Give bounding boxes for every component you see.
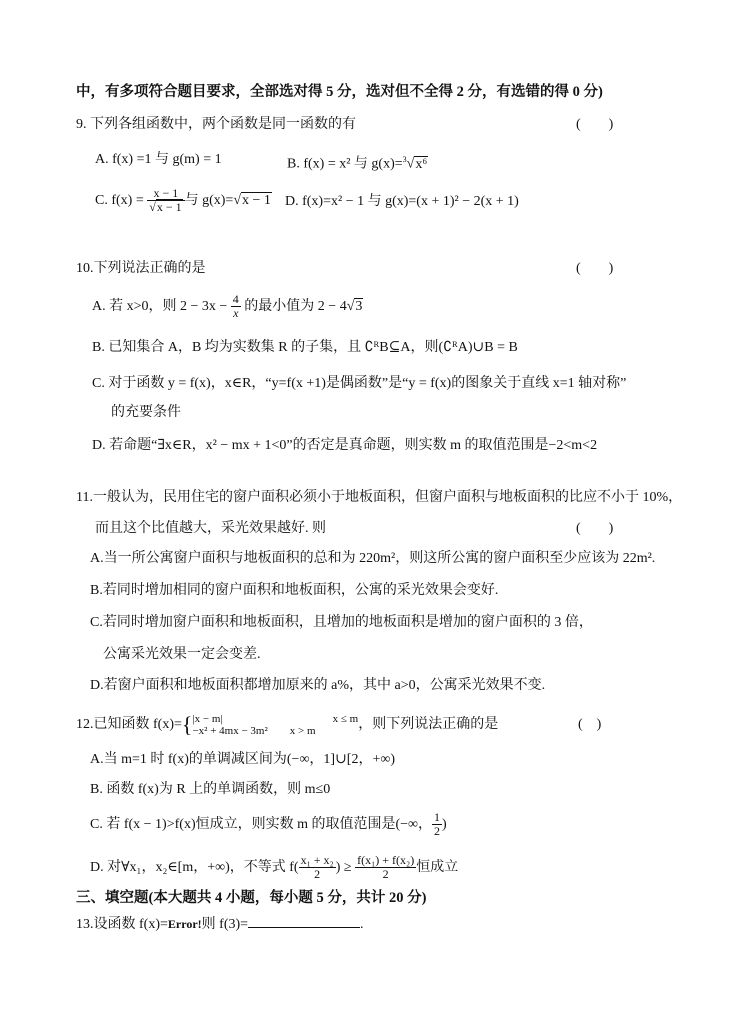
q9-c-text: C. f(x) =	[95, 193, 144, 208]
q10-option-b: B. 已知集合 A，B 均为实数集 R 的子集，且 ∁ᴿB⊆A，则(∁ᴿA)∪B = B	[92, 340, 518, 355]
q12-stem-text: 12.已知函数 f(x)=	[76, 717, 182, 733]
q12-d-numerator-1: x₁ + x₂	[300, 853, 334, 868]
q12-d-text: D. 对∀x₁，x₂∈[m，+∞)，不等式 f(	[90, 860, 299, 875]
q11-option-a: A.当一所公寓窗户面积与地板面积的总和为 220m²，则这所公寓的窗户面积至少应该为 22m².	[90, 551, 656, 566]
q13-stem	[76, 913, 364, 934]
q9-option-a: A. f(x) =1 与 g(m) = 1	[95, 152, 222, 167]
q9-c-fraction: $\frac{x - 1}{√x - 1}$	[147, 187, 184, 214]
q9-c-denominator: x − 1	[156, 200, 182, 215]
q10-option-c-line2: 的充要条件	[111, 405, 181, 420]
q11-answer-paren: ( )	[576, 521, 614, 536]
q13-post: 则 f(3)=	[201, 917, 249, 932]
q12-stem	[76, 710, 498, 740]
q12-piece1-cond: x ≤ m	[332, 713, 359, 725]
q11-option-c-line2: 公寓采光效果一定会变差.	[103, 647, 261, 662]
q12-piece2-cond: x > m	[289, 725, 316, 737]
q9-option-d: D. f(x)=x² − 1 与 g(x)=(x + 1)² − 2(x + 1)	[285, 194, 519, 209]
q9-c-radicand: x − 1	[242, 193, 271, 208]
q12-option-b: B. 函数 f(x)为 R 上的单调函数，则 m≤0	[90, 782, 331, 797]
q9-b-radicand: x⁶	[415, 156, 428, 172]
section3-header: 三、填空题(本大题共 4 小题，每小题 5 分，共计 20 分)	[76, 890, 427, 906]
q13-answer-blank[interactable]	[248, 913, 360, 928]
q12-d-fraction-2	[355, 854, 416, 881]
q12-piece2-expr: −x² + 4mx − 3m²	[192, 725, 268, 737]
q12-c-fraction	[432, 811, 442, 838]
q12-option-c	[90, 808, 447, 842]
q11-option-d: D.若窗户面积和地板面积都增加原来的 a%，其中 a>0，公寓采光效果不变.	[90, 678, 546, 693]
q9-answer-paren: ( )	[576, 117, 614, 132]
q12-piece1-expr: |x − m|	[192, 713, 223, 725]
q11-stem-line1: 11.一般认为，民用住宅的窗户面积必须小于地板面积，但窗户面积与地板面积的比应不小于 10%，	[76, 490, 683, 505]
q9-b-text: B. f(x) = x² 与 g(x)=	[287, 156, 403, 172]
q10-stem: 10.下列说法正确的是	[76, 261, 206, 276]
q12-d-denominator-1: 2	[314, 867, 321, 882]
q9-option-c: C. f(x) = $\frac{x - 1}{√x - 1}$ 与 g(x)=√x − 1	[95, 186, 271, 215]
q10-a-numerator: 4	[232, 292, 239, 307]
q12-option-a: A.当 m=1 时 f(x)的单调减区间为(−∞，1]∪[2，+∞)	[90, 752, 396, 767]
q11-stem-line2: 而且这个比值越大，采光效果越好. 则	[95, 521, 326, 536]
q10-answer-paren: ( )	[576, 261, 614, 276]
q11-option-c-line1: C.若同时增加窗户面积和地板面积，且增加的地板面积是增加的窗户面积的 3 倍，	[90, 615, 593, 630]
q12-d-denominator-2: 2	[382, 867, 389, 882]
q12-option-d	[90, 851, 458, 885]
q12-c-text: C. 若 f(x − 1)>f(x)恒成立，则实数 m 的取值范围是(−∞，	[90, 817, 433, 832]
q12-answer-paren: ( )	[578, 717, 602, 732]
q9-stem: 9. 下列各组函数中，两个函数是同一函数的有	[76, 117, 356, 132]
q11-option-b: B.若同时增加相同的窗户面积和地板面积，公寓的采光效果会变好.	[90, 583, 499, 598]
q10-option-c-line1: C. 对于函数 y = f(x)，x∈R，“y=f(x +1)是偶函数”是“y = f(x)的图象关于直线 x=1 轴对称”	[92, 376, 627, 391]
q9-c-mid: 与 g(x)=	[184, 193, 234, 208]
q12-c-denominator: 2	[434, 824, 441, 839]
q9-c-numerator: x − 1	[147, 187, 184, 201]
q12-d-post: 恒成立	[416, 860, 459, 875]
q12-piecewise	[192, 713, 358, 737]
q10-a-post: 的最小值为 2 − 4	[244, 299, 347, 314]
q10-a-denominator: x	[233, 306, 239, 321]
q10-option-d: D. 若命题“∃x∈R，x² − mx + 1<0”的否定是真命题，则实数 m 的取值范围是−2<m<2	[92, 438, 598, 453]
q12-c-numerator: 1	[434, 810, 441, 825]
q9-option-b: B. f(x) = x² 与 g(x)=$^3$√x⁶	[287, 155, 428, 172]
q12-d-mid: ) ≥	[335, 860, 352, 875]
q12-c-post: )	[442, 817, 447, 832]
q10-a-fraction	[231, 293, 241, 320]
q12-d-numerator-2: f(x₁) + f(x₂)	[357, 853, 415, 868]
q12-brace: {	[181, 712, 193, 737]
q13-error-field: Error!	[167, 917, 202, 931]
q12-stem-post: ，则下列说法正确的是	[358, 717, 499, 733]
q13-end: .	[360, 917, 364, 932]
q13-text: 13.设函数 f(x)=	[76, 917, 168, 932]
q10-a-text: A. 若 x>0，则 2 − 3x −	[92, 299, 228, 314]
q10-option-a: A. 若 x>0，则 2 − 3x − $\frac{4}{x}$ 的最小值为 2 − 4√3	[92, 292, 363, 321]
q9-b-root-index: 3	[402, 155, 407, 164]
section-header-continued: 中，有多项符合题目要求，全部选对得 5 分，选对但不全得 2 分，有选错的得 0 分)	[76, 84, 603, 100]
q12-d-fraction-1	[299, 854, 336, 881]
q10-a-radicand: 3	[355, 299, 363, 314]
